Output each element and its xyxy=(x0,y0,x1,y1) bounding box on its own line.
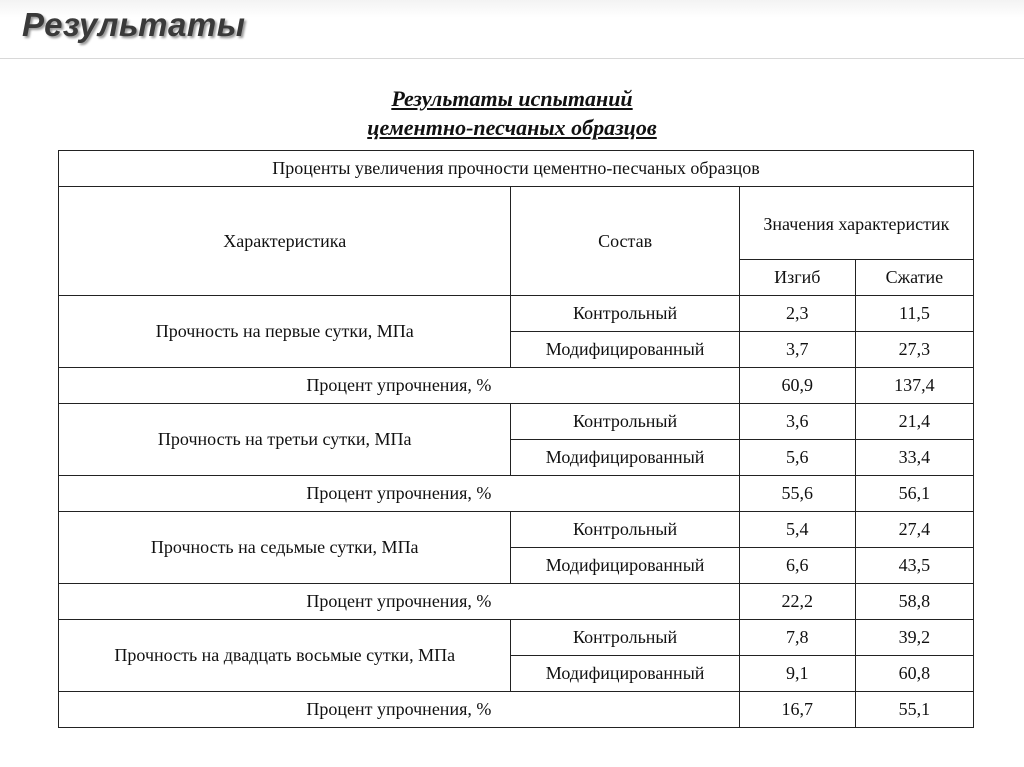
column-header-values: Значения характеристик xyxy=(739,187,973,260)
row-composition-cell: Модифицированный xyxy=(511,548,739,584)
row-composition-cell: Контрольный xyxy=(511,620,739,656)
row-composition-cell: Контрольный xyxy=(511,404,739,440)
row-composition-cell: Контрольный xyxy=(511,296,739,332)
row-compression-value: 39,2 xyxy=(855,620,973,656)
table-row xyxy=(59,296,974,332)
results-table xyxy=(58,150,974,728)
gain-bending-value: 55,6 xyxy=(739,476,855,512)
row-compression-value: 27,3 xyxy=(855,332,973,368)
row-compression-value: 27,4 xyxy=(855,512,973,548)
row-bending-value: 9,1 xyxy=(739,656,855,692)
gain-compression-value: 58,8 xyxy=(855,584,973,620)
gain-bending-value: 22,2 xyxy=(739,584,855,620)
gain-label: Процент упрочнения, % xyxy=(59,584,740,620)
caption-line-1: Результаты испытаний xyxy=(391,86,633,111)
gain-bending-value: 16,7 xyxy=(739,692,855,728)
row-bending-value: 3,7 xyxy=(739,332,855,368)
column-header-composition: Состав xyxy=(511,187,739,296)
row-compression-value: 21,4 xyxy=(855,404,973,440)
table-row-gain xyxy=(59,476,974,512)
caption-line-2: цементно-песчаных образцов xyxy=(367,115,657,140)
gain-label: Процент упрочнения, % xyxy=(59,368,740,404)
column-header-bending: Изгиб xyxy=(739,260,855,296)
row-composition-cell: Контрольный xyxy=(511,512,739,548)
row-bending-value: 3,6 xyxy=(739,404,855,440)
slide-title: Результаты xyxy=(22,6,246,43)
table-main-header: Проценты увеличения прочности цементно-песчаных образцов xyxy=(59,151,974,187)
table-header-row xyxy=(59,151,974,187)
gain-compression-value: 137,4 xyxy=(855,368,973,404)
table-row xyxy=(59,620,974,656)
gain-label: Процент упрочнения, % xyxy=(59,476,740,512)
row-bending-value: 5,6 xyxy=(739,440,855,476)
gain-compression-value: 55,1 xyxy=(855,692,973,728)
column-header-compression: Сжатие xyxy=(855,260,973,296)
table-row-gain xyxy=(59,692,974,728)
row-composition-cell: Модифицированный xyxy=(511,440,739,476)
row-characteristic-label: Прочность на первые сутки, МПа xyxy=(59,296,511,368)
row-characteristic-label: Прочность на двадцать восьмые сутки, МПа xyxy=(59,620,511,692)
row-bending-value: 5,4 xyxy=(739,512,855,548)
title-divider xyxy=(0,58,1024,59)
row-composition-cell: Модифицированный xyxy=(511,656,739,692)
table-column-header-row xyxy=(59,187,974,260)
table-row xyxy=(59,404,974,440)
row-compression-value: 11,5 xyxy=(855,296,973,332)
table-row-gain xyxy=(59,368,974,404)
table-body xyxy=(59,296,974,728)
row-compression-value: 60,8 xyxy=(855,656,973,692)
row-compression-value: 33,4 xyxy=(855,440,973,476)
row-compression-value: 43,5 xyxy=(855,548,973,584)
row-characteristic-label: Прочность на седьмые сутки, МПа xyxy=(59,512,511,584)
row-characteristic-label: Прочность на третьи сутки, МПа xyxy=(59,404,511,476)
table-row xyxy=(59,512,974,548)
table-caption xyxy=(0,84,1024,142)
gain-label: Процент упрочнения, % xyxy=(59,692,740,728)
row-bending-value: 7,8 xyxy=(739,620,855,656)
table-row-gain xyxy=(59,584,974,620)
gain-bending-value: 60,9 xyxy=(739,368,855,404)
column-header-characteristic: Характеристика xyxy=(59,187,511,296)
row-bending-value: 6,6 xyxy=(739,548,855,584)
row-bending-value: 2,3 xyxy=(739,296,855,332)
row-composition-cell: Модифицированный xyxy=(511,332,739,368)
gain-compression-value: 56,1 xyxy=(855,476,973,512)
